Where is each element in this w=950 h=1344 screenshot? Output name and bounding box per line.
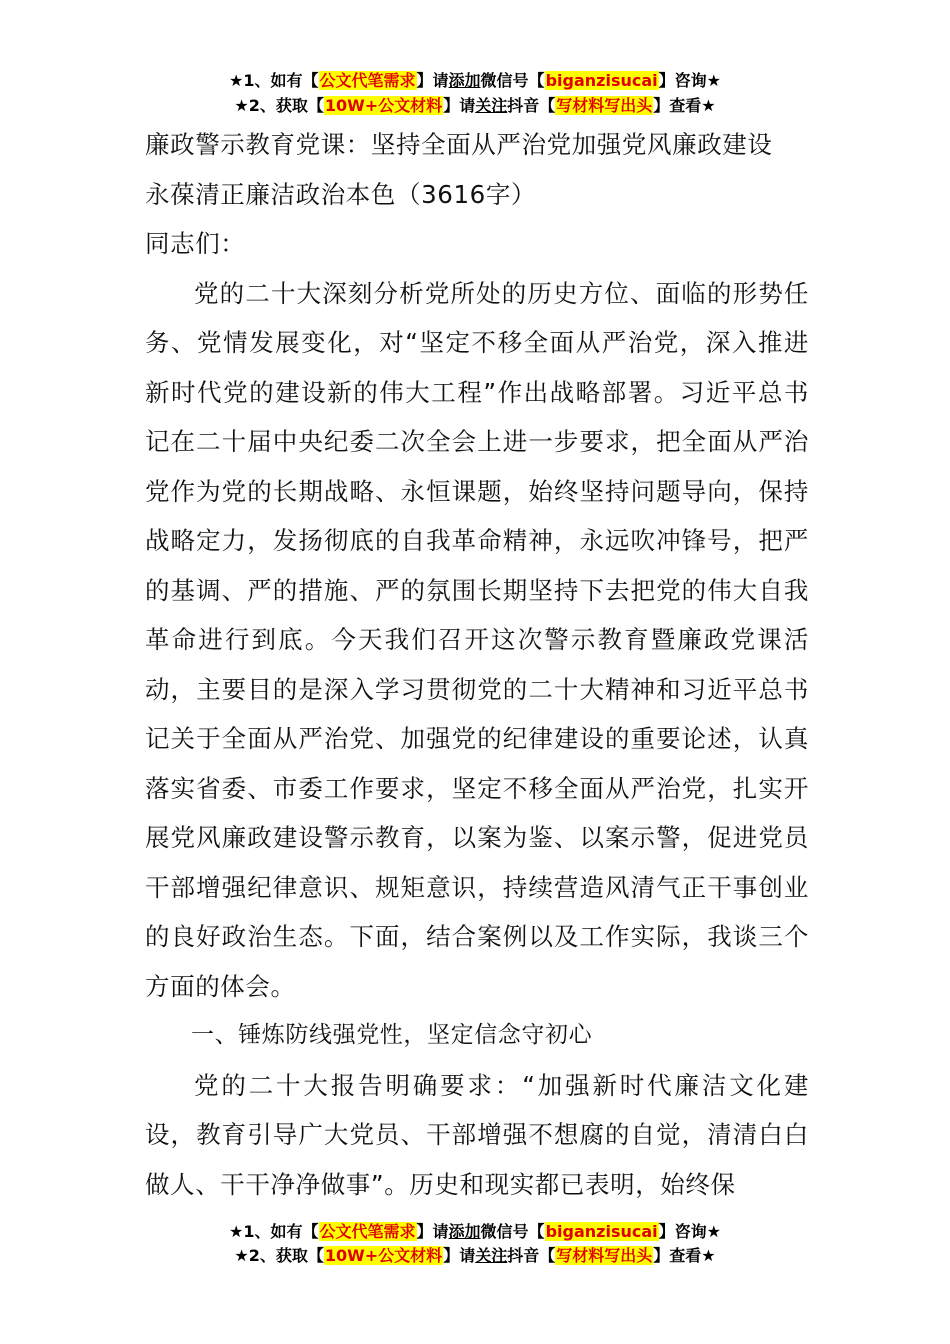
promo-line-1-bottom bbox=[0, 1221, 950, 1243]
promo-text: 】咨询★ bbox=[658, 71, 721, 90]
promo-text: ★2、获取【 bbox=[234, 1246, 324, 1265]
promo-text: 】请 bbox=[416, 1222, 449, 1241]
promo-text: 】咨询★ bbox=[658, 1222, 721, 1241]
promo-text: 微信号【 bbox=[480, 1222, 545, 1241]
promo-text: 】查看★ bbox=[653, 96, 716, 115]
document-title-line-2: 永葆清正廉洁政治本色（3616字） bbox=[145, 179, 537, 209]
paragraph-section-1: 党的二十大报告明确要求：“加强新时代廉洁文化建设，教育引导广大党员、干部增强不想腐的自觉，清清白白做人、干干净净做事”。历史和现实都已表明，始终保 bbox=[145, 1070, 809, 1199]
document-title-line-1: 廉政警示教育党课：坚持全面从严治党加强党风廉政建设 bbox=[145, 130, 773, 159]
promo-text: ★1、如有【 bbox=[229, 1222, 319, 1241]
promo-text: 抖音【 bbox=[507, 1246, 556, 1265]
promo-highlight: biganzisucai bbox=[545, 1222, 658, 1241]
promo-highlight: 公文代笔需求 bbox=[319, 71, 416, 90]
promo-text: 】查看★ bbox=[653, 1246, 716, 1265]
promo-text: 】请 bbox=[443, 96, 476, 115]
promo-line-2-bottom bbox=[0, 1245, 950, 1267]
promo-text: 微信号【 bbox=[480, 71, 545, 90]
document-body bbox=[145, 120, 809, 1209]
promo-line-1-top bbox=[0, 70, 950, 92]
promo-underline: 关注 bbox=[475, 96, 508, 115]
promo-underline: 添加 bbox=[448, 71, 481, 90]
paragraph-intro: 党的二十大深刻分析党所处的历史方位、面临的形势任务、党情发展变化，对“坚定不移全面从严治党，深入推进新时代党的建设新的伟大工程”作出战略部署。习近平总书记在二十届中央纪委二次全会上进一步要求，把全面从严治党作为党的长期战略、永恒课题，始终坚持问题导向，保持战略定力，发扬彻底的自我革命精神，永远吹冲锋号，把严的基调、严的措施、严的氛围长期坚持下去把党的伟大自我革命进行到底。今天我们召开这次警示教育暨廉政党课活动，主要目的是深入学习贯彻党的二十大精神和习近平总书记关于全面从严治党、加强党的纪律建设的重要论述，认真落实省委、市委工作要求，坚定不移全面从严治党，扎实开展党风廉政建设警示教育，以案为鉴、以案示警，促进党员干部增强纪律意识、规矩意识，持续营造风清气正干事创业的良好政治生态。下面，结合案例以及工作实际，我谈三个方面的体会。 bbox=[145, 278, 809, 1001]
promo-highlight: 10W+公文材料 bbox=[324, 96, 443, 115]
promo-text: ★2、获取【 bbox=[234, 96, 324, 115]
promo-text: 】请 bbox=[443, 1246, 476, 1265]
promo-line-2-top bbox=[0, 95, 950, 117]
section-heading-1: 一、锤炼防线强党性，坚定信念守初心 bbox=[191, 1022, 593, 1048]
promo-text: 抖音【 bbox=[507, 96, 556, 115]
promo-highlight: 写材料写出头 bbox=[556, 1246, 653, 1265]
promo-underline: 关注 bbox=[475, 1246, 508, 1265]
promo-text: 】请 bbox=[416, 71, 449, 90]
promo-highlight: biganzisucai bbox=[545, 71, 658, 90]
promo-highlight: 公文代笔需求 bbox=[319, 1222, 416, 1241]
salutation: 同志们： bbox=[145, 229, 246, 258]
promo-underline: 添加 bbox=[448, 1222, 481, 1241]
promo-text: ★1、如有【 bbox=[229, 71, 319, 90]
promo-highlight: 写材料写出头 bbox=[556, 96, 653, 115]
promo-highlight: 10W+公文材料 bbox=[324, 1246, 443, 1265]
